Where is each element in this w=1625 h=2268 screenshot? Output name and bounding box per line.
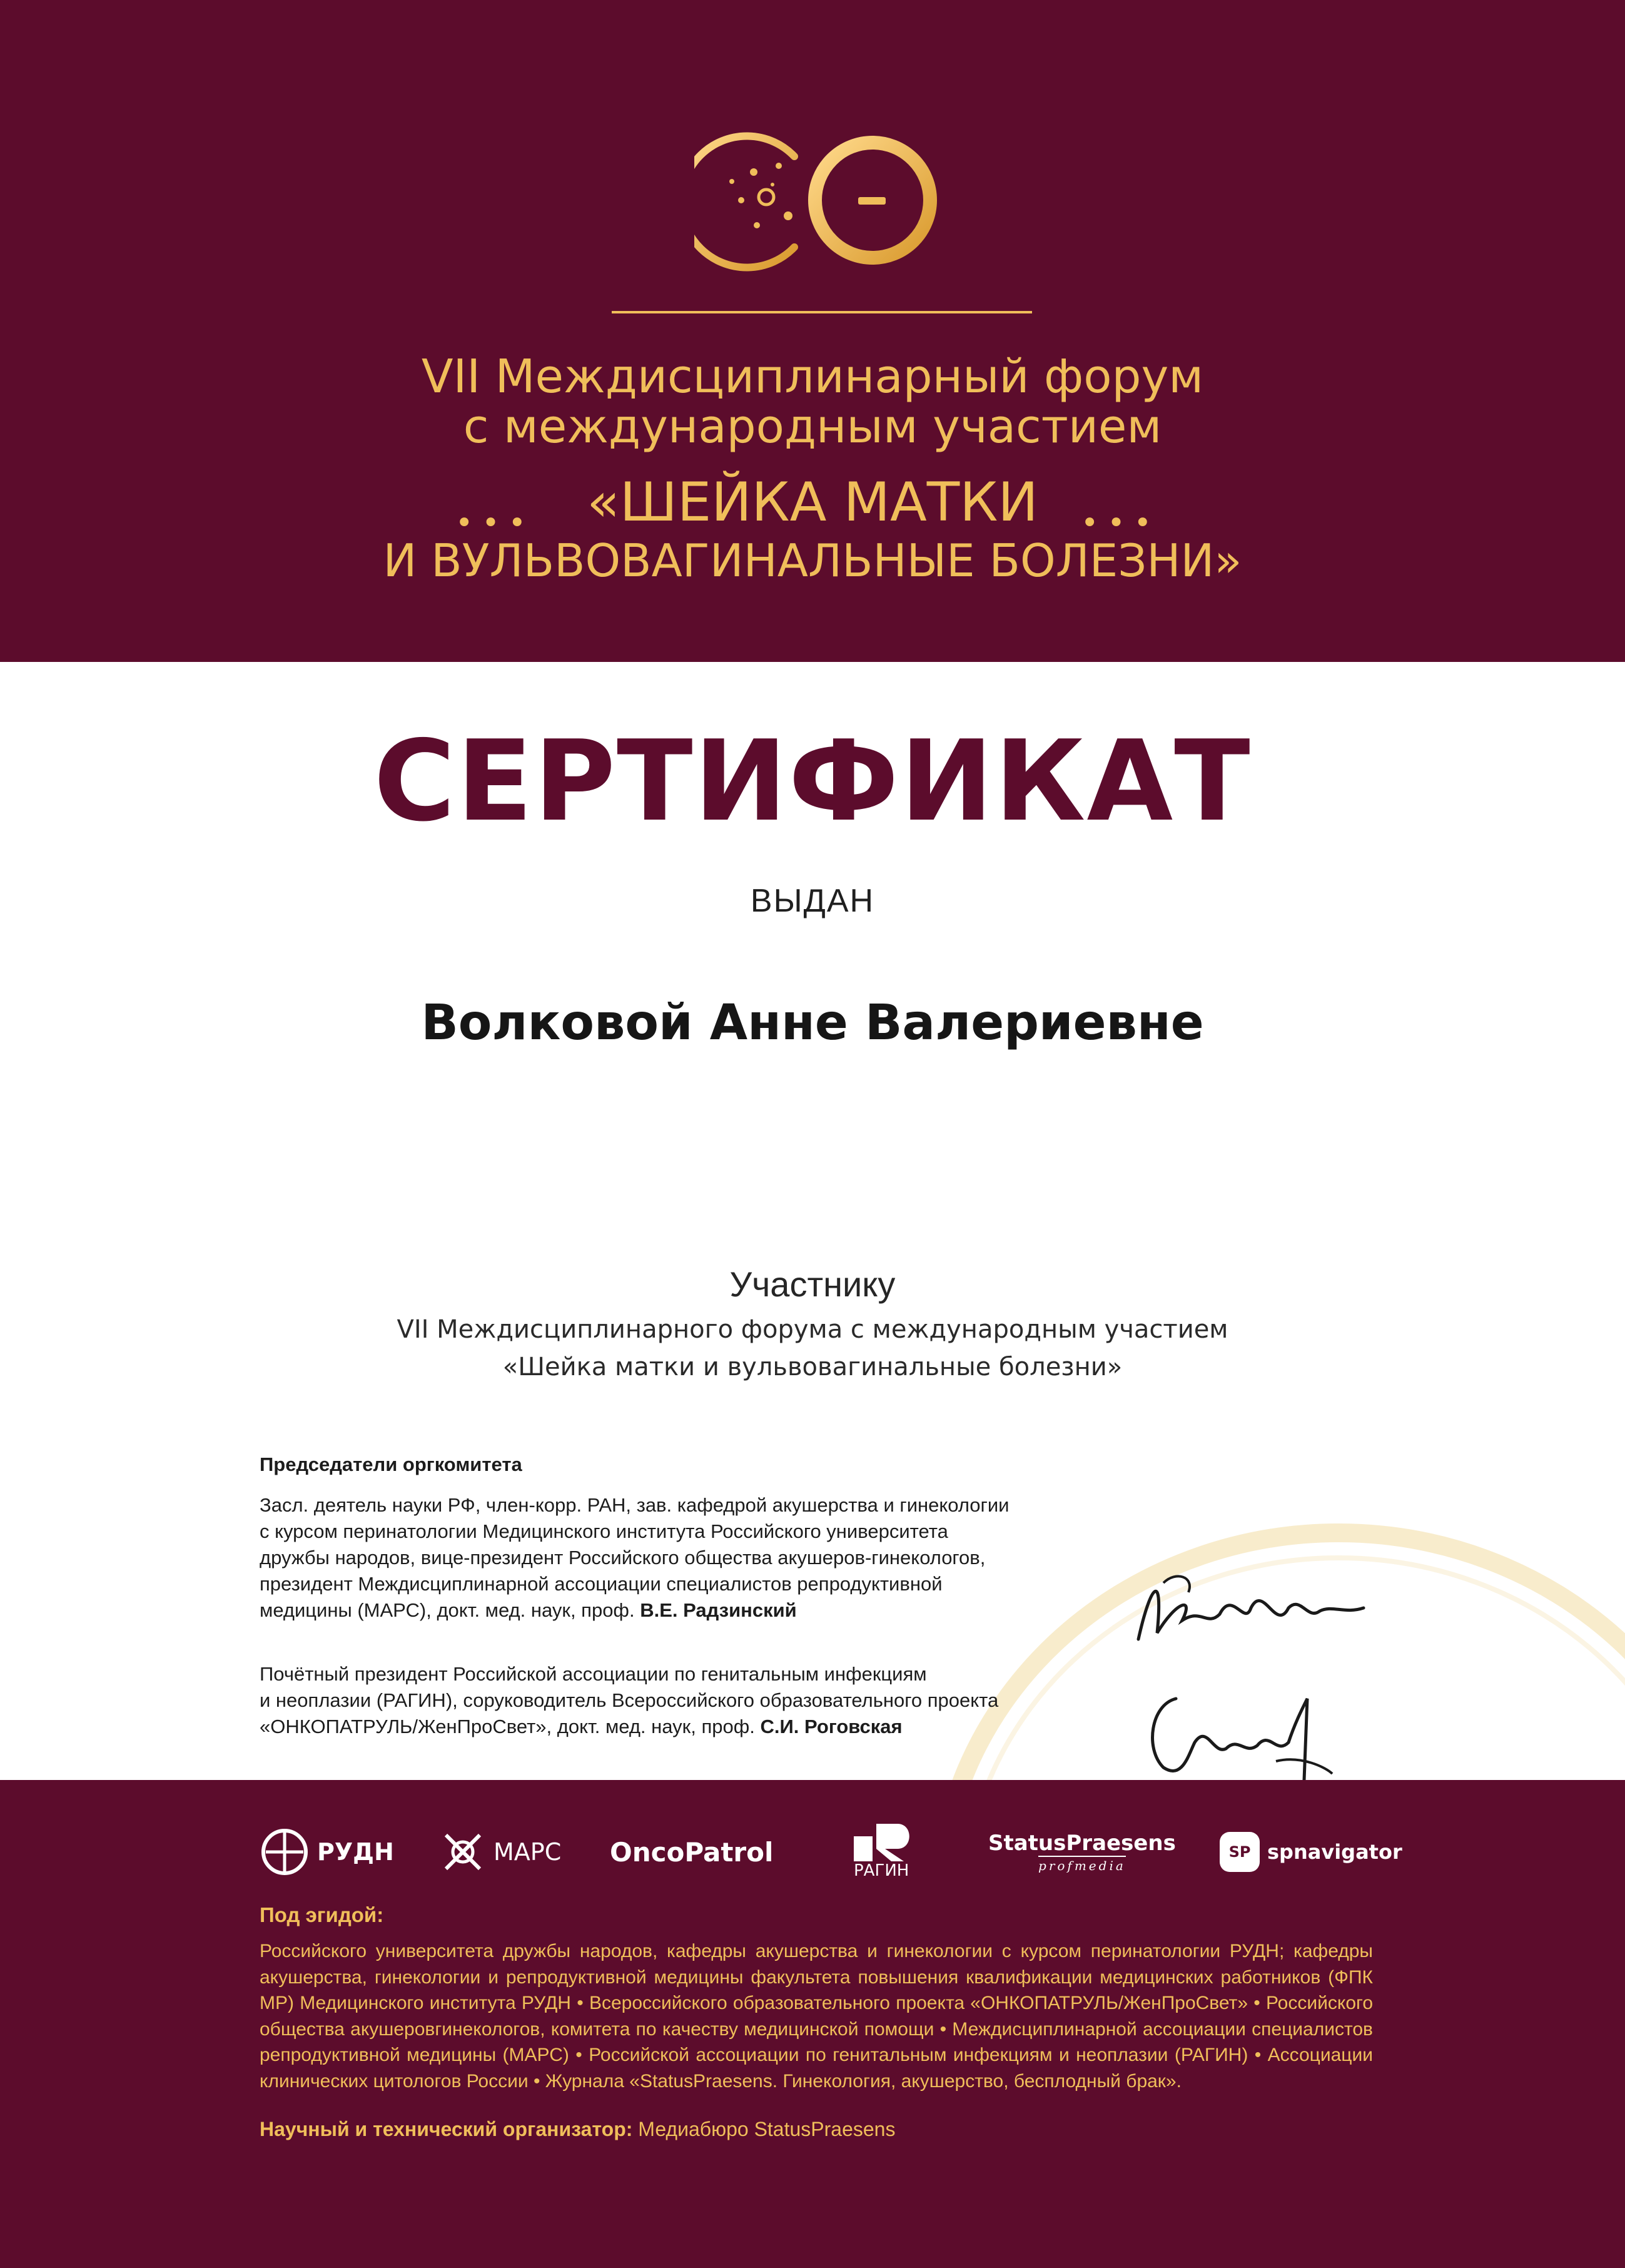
gold-divider — [612, 311, 1032, 313]
rudn-label: РУДН — [317, 1838, 394, 1866]
chair-1-text — [260, 1492, 1123, 1624]
chair-1-line: Засл. деятель науки РФ, член-корр. РАН, зав. кафедрой акушерства и гинекологии — [260, 1494, 1010, 1516]
chair-2-name: С.И. Роговская — [760, 1716, 903, 1737]
organizer-line — [260, 2118, 895, 2141]
chair-1-line: дружбы народов, вице-президент Российского общества акушеров-гинекологов, — [260, 1547, 986, 1569]
committee-heading: Председатели оргкомитета — [260, 1453, 522, 1475]
forum-theme-line-1: «ШЕЙКА МАТКИ — [587, 471, 1038, 534]
statuspraesens-label: StatusPraesens — [988, 1831, 1176, 1856]
signature-rogovskaya — [1126, 1661, 1389, 1786]
aegis-text: Российского университета дружбы народов, кафедры акушерства и гинекологии с курсом перинатологии РУДН; кафедры акушерства, гинекологии и репродуктивной медицины факультета повышения квалификации медицинских работников (ФПК МР) Медицинского института РУДН • Всероссийского образовательного проекта «ОНКОПАТРУЛЬ/ЖенПроСвет» • Российского общества акушеровгинекологов, комитета по качеству медицинской помощи • Междисциплинарной ассоциации специалистов репродуктивной медицины (МАРС) • Российской ассоциации по генитальным инфекциям и неоплазии (РАГИН) • Ассоциации клинических цитологов России • Журнала «StatusPraesens. Гинекология, акушерство, бесплодный брак». — [260, 1941, 1373, 2092]
logo-spnavigator — [1220, 1818, 1402, 1886]
decor-dots-left: ••• — [455, 506, 535, 541]
partner-logos — [0, 1818, 1625, 1886]
organizer-label: Научный и технический организатор: — [260, 2118, 633, 2140]
statuspraesens-sub: profmedia — [1038, 1856, 1126, 1873]
organizer-value: Медиабюро StatusPraesens — [638, 2118, 896, 2140]
certificate-title: СЕРТИФИКАТ — [373, 716, 1252, 846]
logo-mars — [441, 1818, 561, 1886]
chair-2-line: «ОНКОПАТРУЛЬ/ЖенПроСвет», докт. мед. наук, проф. — [260, 1716, 755, 1737]
aegis-title: Под эгидой: — [260, 1903, 384, 1926]
mars-label: МАРС — [494, 1838, 562, 1866]
signature-radzinsky — [1126, 1545, 1389, 1670]
participant-forum-line-1: VII Междисциплинарного форума с международным участием — [397, 1315, 1228, 1344]
rudn-emblem-icon — [260, 1827, 310, 1877]
chair-2-line: Почётный президент Российской ассоциации по генитальным инфекциям — [260, 1663, 927, 1685]
decor-dots-right: ••• — [1081, 506, 1160, 541]
participant-label: Участнику — [729, 1264, 896, 1304]
chair-2-text — [260, 1661, 1123, 1740]
forum-theme-line-2: И ВУЛЬВОВАГИНАЛЬНЫЕ БОЛЕЗНИ» — [383, 534, 1242, 587]
chair-1-line: медицины (МАРС), докт. мед. наук, проф. — [260, 1599, 635, 1621]
forum-title-line-1: VII Междисциплинарный форум — [421, 350, 1204, 404]
ragin-emblem-icon — [854, 1824, 916, 1861]
forum-title-line-2: с международным участием — [463, 400, 1162, 454]
sp-badge-icon: SP — [1220, 1832, 1260, 1872]
chair-1-line: президент Междисциплинарной ассоциации специалистов репродуктивной — [260, 1573, 943, 1595]
logo-ragin — [854, 1818, 916, 1886]
chair-2-line: и неоплазии (РАГИН), соруководитель Всероссийского образовательного проекта — [260, 1689, 999, 1711]
ragin-label: РАГИН — [854, 1861, 909, 1880]
spnavigator-label: spnavigator — [1267, 1840, 1402, 1864]
logo-rudn — [260, 1818, 394, 1886]
recipient-name: Волковой Анне Валериевне — [421, 995, 1204, 1051]
logo-statuspraesens — [988, 1818, 1176, 1886]
mars-emblem-icon — [441, 1830, 485, 1874]
participant-forum-line-2: «Шейка матки и вульвовагинальные болезни» — [502, 1353, 1123, 1381]
logo-oncopatrol: OncoPatrol — [610, 1836, 774, 1868]
chair-1-name: В.Е. Радзинский — [640, 1599, 797, 1621]
chair-1-line: с курсом перинатологии Медицинского института Российского университета — [260, 1520, 948, 1542]
forum-logo — [694, 122, 944, 278]
issued-label: ВЫДАН — [750, 883, 875, 919]
